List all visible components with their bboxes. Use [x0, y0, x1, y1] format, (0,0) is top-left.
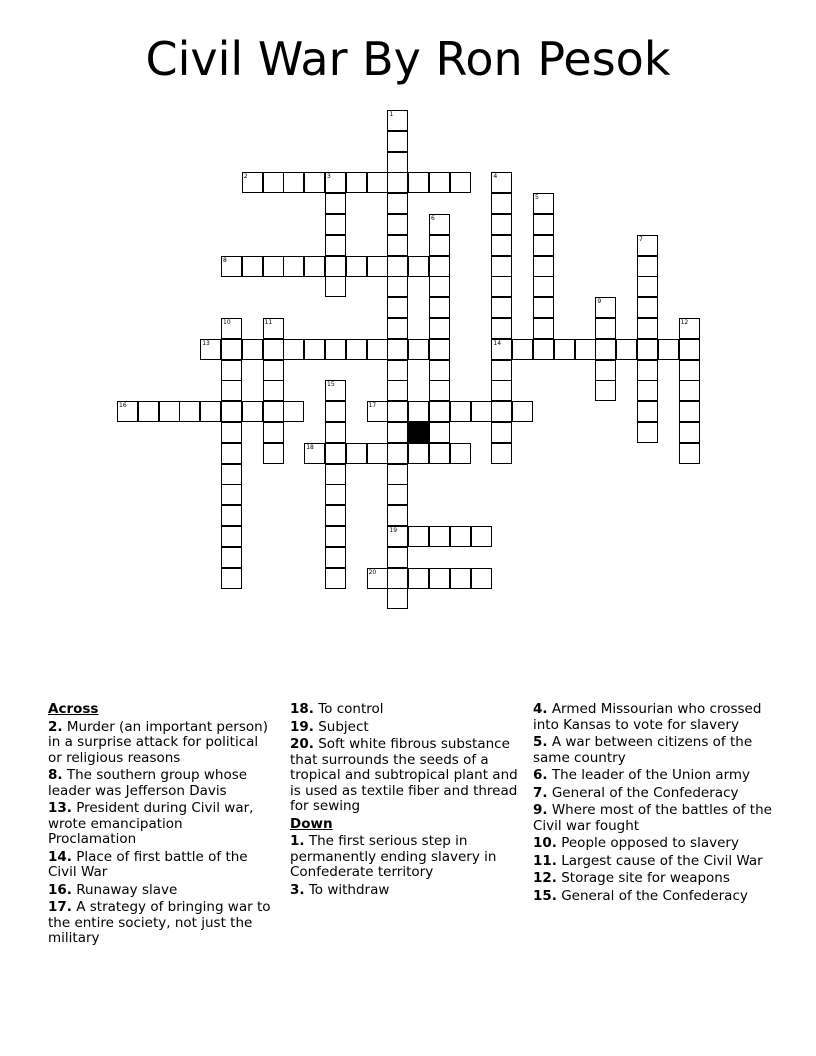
grid-cell[interactable] — [325, 172, 346, 193]
clue-item — [290, 702, 518, 718]
clue-text: Where most of the battles of the Civil war fought — [533, 802, 772, 834]
grid-cell[interactable] — [637, 235, 658, 256]
grid-cell[interactable] — [387, 172, 408, 193]
grid-cell[interactable] — [408, 443, 429, 464]
grid-cell[interactable] — [367, 568, 388, 589]
grid-cell[interactable] — [491, 193, 512, 214]
grid-cell[interactable] — [637, 401, 658, 422]
grid-cell[interactable] — [221, 547, 242, 568]
clue-text: The leader of the Union army — [547, 767, 751, 783]
grid-cell[interactable] — [221, 464, 242, 485]
grid-cell[interactable] — [367, 256, 388, 277]
clue-item — [48, 801, 273, 848]
grid-cell[interactable] — [387, 235, 408, 256]
grid-cell[interactable] — [263, 339, 284, 360]
grid-cell[interactable] — [367, 443, 388, 464]
grid-cell[interactable] — [450, 443, 471, 464]
grid-cell[interactable] — [679, 401, 700, 422]
cell-number: 5 — [535, 194, 539, 202]
grid-cell[interactable] — [387, 276, 408, 297]
grid-cell[interactable] — [221, 360, 242, 381]
grid-cell[interactable] — [263, 401, 284, 422]
grid-cell[interactable] — [221, 422, 242, 443]
cell-number: 8 — [223, 256, 227, 264]
grid-cell[interactable] — [637, 318, 658, 339]
clue-item — [48, 768, 273, 799]
clue-text: To control — [313, 701, 384, 717]
grid-cell[interactable] — [387, 568, 408, 589]
grid-cell[interactable] — [283, 339, 304, 360]
grid-cell[interactable] — [429, 360, 450, 381]
grid-cell[interactable] — [429, 568, 450, 589]
grid-cell[interactable] — [179, 401, 200, 422]
clue-text: Soft white fibrous substance that surrounds the seeds of a tropical and subtropical plant and is used as textile fiber and thread for sewing — [290, 736, 518, 814]
grid-cell[interactable] — [387, 526, 408, 547]
grid-cell[interactable] — [408, 172, 429, 193]
grid-cell[interactable] — [429, 339, 450, 360]
grid-cell[interactable] — [595, 297, 616, 318]
clue-item — [533, 786, 773, 802]
grid-cell[interactable] — [387, 256, 408, 277]
cell-number: 10 — [223, 319, 231, 326]
grid-cell[interactable] — [471, 568, 492, 589]
cell-number: 1 — [389, 111, 394, 118]
grid-cell[interactable] — [387, 422, 408, 443]
grid-cell[interactable] — [304, 443, 325, 464]
grid-cell[interactable] — [304, 339, 325, 360]
clue-text: Runaway slave — [71, 881, 178, 898]
grid-cell[interactable] — [325, 401, 346, 422]
grid-cell[interactable] — [450, 568, 471, 589]
grid-cell[interactable] — [325, 214, 346, 235]
grid-cell[interactable] — [491, 214, 512, 235]
grid-cell[interactable] — [387, 401, 408, 422]
clue-item — [533, 803, 773, 834]
cell-number: 7 — [639, 235, 643, 243]
clue-item — [290, 720, 518, 736]
clue-number: 13. — [48, 800, 72, 816]
grid-cell[interactable] — [533, 318, 554, 339]
clue-text: Storage site for weapons — [556, 870, 730, 886]
clue-item — [533, 854, 773, 870]
grid-cell[interactable] — [491, 360, 512, 381]
grid-cell[interactable] — [387, 193, 408, 214]
grid-cell[interactable] — [263, 318, 284, 339]
grid-cell[interactable] — [616, 339, 637, 360]
grid-cell[interactable] — [429, 256, 450, 277]
cell-number: 2 — [243, 173, 248, 181]
across-clue-list — [48, 720, 273, 947]
grid-cell[interactable] — [429, 401, 450, 422]
grid-cell[interactable] — [221, 401, 242, 422]
clue-item — [48, 900, 273, 947]
grid-cell[interactable] — [429, 172, 450, 193]
clue-text: Murder (an important person) in a surprise attack for political or religious reasons — [48, 718, 268, 766]
grid-cell[interactable] — [595, 360, 616, 381]
grid-cell[interactable] — [387, 484, 408, 505]
clue-item — [290, 834, 518, 881]
grid-cell[interactable] — [221, 568, 242, 589]
grid-cell[interactable] — [471, 526, 492, 547]
clue-text: People opposed to slavery — [556, 835, 739, 851]
grid-cell[interactable] — [387, 380, 408, 401]
grid-cell[interactable] — [471, 401, 492, 422]
grid-cell[interactable] — [325, 256, 346, 277]
down-clue-list — [290, 834, 518, 898]
grid-cell[interactable] — [429, 422, 450, 443]
grid-cell[interactable] — [387, 110, 408, 131]
grid-cell[interactable] — [429, 235, 450, 256]
clue-number: 1. — [290, 833, 305, 849]
grid-cell[interactable] — [367, 339, 388, 360]
grid-cell[interactable] — [491, 380, 512, 401]
grid-cell[interactable] — [491, 297, 512, 318]
grid-cell[interactable] — [242, 256, 263, 277]
grid-cell[interactable] — [679, 339, 700, 360]
clue-item — [533, 889, 773, 905]
grid-cell[interactable] — [429, 318, 450, 339]
grid-cell[interactable] — [595, 380, 616, 401]
grid-cell[interactable] — [387, 318, 408, 339]
grid-cell[interactable] — [263, 256, 284, 277]
clue-number: 20. — [290, 736, 314, 752]
grid-cell[interactable] — [263, 172, 284, 193]
black-square — [408, 422, 429, 443]
grid-cell[interactable] — [491, 443, 512, 464]
clue-item — [533, 735, 773, 766]
grid-cell[interactable] — [533, 235, 554, 256]
grid-cell[interactable] — [679, 380, 700, 401]
grid-cell[interactable] — [658, 339, 679, 360]
grid-cell[interactable] — [387, 505, 408, 526]
grid-cell[interactable] — [512, 339, 533, 360]
grid-cell[interactable] — [346, 172, 367, 193]
grid-cell[interactable] — [491, 339, 512, 360]
clue-number: 6. — [533, 767, 548, 783]
grid-cell[interactable] — [491, 318, 512, 339]
grid-cell[interactable] — [491, 256, 512, 277]
grid-cell[interactable] — [408, 526, 429, 547]
puzzle-title: Civil War By Ron Pesok — [145, 32, 671, 86]
clue-number: 9. — [533, 802, 548, 818]
clues-column-2 — [290, 702, 518, 900]
grid-cell[interactable] — [325, 380, 346, 401]
grid-cell[interactable] — [221, 380, 242, 401]
grid-cell[interactable] — [325, 526, 346, 547]
grid-cell[interactable] — [637, 256, 658, 277]
grid-cell[interactable] — [242, 401, 263, 422]
grid-cell[interactable] — [325, 193, 346, 214]
grid-cell[interactable] — [117, 401, 138, 422]
grid-cell[interactable] — [346, 256, 367, 277]
clue-text: Subject — [313, 718, 369, 735]
grid-cell[interactable] — [283, 256, 304, 277]
grid-cell[interactable] — [637, 276, 658, 297]
clue-text: To withdraw — [304, 881, 390, 898]
grid-cell[interactable] — [304, 256, 325, 277]
grid-cell[interactable] — [533, 214, 554, 235]
grid-cell[interactable] — [429, 276, 450, 297]
grid-cell[interactable] — [387, 131, 408, 152]
grid-cell[interactable] — [242, 172, 263, 193]
across-heading: Across — [48, 701, 99, 717]
clue-number: 5. — [533, 734, 548, 750]
grid-cell[interactable] — [491, 235, 512, 256]
grid-cell[interactable] — [491, 401, 512, 422]
clue-item — [533, 768, 773, 784]
grid-cell[interactable] — [367, 172, 388, 193]
down-heading: Down — [290, 815, 333, 832]
grid-cell[interactable] — [408, 339, 429, 360]
grid-cell[interactable] — [325, 505, 346, 526]
grid-cell[interactable] — [387, 152, 408, 173]
grid-cell[interactable] — [367, 401, 388, 422]
grid-cell[interactable] — [346, 339, 367, 360]
cell-number: 14 — [493, 339, 502, 347]
grid-cell[interactable] — [450, 172, 471, 193]
grid-cell[interactable] — [242, 339, 263, 360]
grid-cell[interactable] — [387, 297, 408, 318]
clue-number: 3. — [290, 881, 305, 898]
cell-number: 4 — [493, 173, 498, 181]
clue-item — [48, 883, 273, 899]
grid-cell[interactable] — [679, 422, 700, 443]
clue-number: 16. — [48, 881, 72, 898]
grid-cell[interactable] — [283, 401, 304, 422]
grid-cell[interactable] — [325, 568, 346, 589]
grid-cell[interactable] — [325, 547, 346, 568]
clue-number: 10. — [533, 835, 557, 851]
grid-cell[interactable] — [221, 339, 242, 360]
grid-cell[interactable] — [679, 318, 700, 339]
clue-text: Armed Missourian who crossed into Kansas to vote for slavery — [533, 701, 762, 733]
grid-cell[interactable] — [533, 339, 554, 360]
grid-cell[interactable] — [533, 276, 554, 297]
grid-cell[interactable] — [491, 276, 512, 297]
grid-cell[interactable] — [637, 380, 658, 401]
grid-cell[interactable] — [138, 401, 159, 422]
clue-number: 12. — [533, 870, 557, 886]
clue-text: Place of first battle of the Civil War — [48, 848, 248, 880]
grid-cell[interactable] — [221, 484, 242, 505]
clue-number: 11. — [533, 852, 557, 869]
grid-cell[interactable] — [325, 422, 346, 443]
grid-cell[interactable] — [491, 422, 512, 443]
down-clue-list-continued — [533, 702, 773, 904]
grid-cell[interactable] — [200, 339, 221, 360]
grid-cell[interactable] — [679, 443, 700, 464]
clue-item — [290, 737, 518, 815]
grid-cell[interactable] — [283, 172, 304, 193]
grid-cell[interactable] — [387, 339, 408, 360]
cell-number: 6 — [431, 215, 435, 222]
grid-cell[interactable] — [221, 526, 242, 547]
grid-cell[interactable] — [679, 360, 700, 381]
clue-number: 15. — [533, 887, 557, 904]
grid-cell[interactable] — [637, 339, 658, 360]
clue-item — [48, 720, 273, 767]
cell-number: 17 — [368, 402, 377, 410]
cell-number: 12 — [680, 319, 689, 326]
clue-item — [48, 850, 273, 881]
clue-item — [533, 871, 773, 887]
grid-cell[interactable] — [554, 339, 575, 360]
cell-number: 9 — [597, 298, 602, 306]
clue-number: 2. — [48, 718, 63, 735]
grid-cell[interactable] — [325, 339, 346, 360]
grid-cell[interactable] — [304, 172, 325, 193]
grid-cell[interactable] — [263, 443, 284, 464]
clue-text: The southern group whose leader was Jefferson Davis — [48, 767, 248, 799]
clue-text: General of the Confederacy — [556, 887, 748, 904]
clue-text: A strategy of bringing war to the entire society, not just the military — [48, 899, 271, 946]
clue-number: 19. — [290, 718, 314, 735]
grid-cell[interactable] — [221, 256, 242, 277]
clue-number: 7. — [533, 784, 548, 801]
grid-cell[interactable] — [533, 297, 554, 318]
grid-cell[interactable] — [221, 505, 242, 526]
grid-cell[interactable] — [159, 401, 180, 422]
grid-cell[interactable] — [408, 401, 429, 422]
cell-number: 16 — [119, 402, 127, 410]
grid-cell[interactable] — [512, 401, 533, 422]
grid-cell[interactable] — [637, 360, 658, 381]
grid-cell[interactable] — [325, 235, 346, 256]
clue-item — [533, 836, 773, 852]
clue-text: A war between citizens of the same country — [533, 734, 753, 766]
grid-cell[interactable] — [221, 443, 242, 464]
cell-number: 3 — [327, 173, 331, 181]
grid-cell[interactable] — [346, 443, 367, 464]
clue-item — [533, 702, 773, 733]
clue-text: General of the Confederacy — [547, 784, 739, 801]
grid-cell[interactable] — [387, 464, 408, 485]
grid-cell[interactable] — [491, 172, 512, 193]
grid-cell[interactable] — [387, 547, 408, 568]
clue-item — [290, 883, 518, 899]
clue-number: 18. — [290, 701, 314, 717]
grid-cell[interactable] — [387, 214, 408, 235]
cell-number: 19 — [389, 527, 398, 534]
grid-cell[interactable] — [325, 484, 346, 505]
grid-cell[interactable] — [325, 443, 346, 464]
grid-cell[interactable] — [408, 256, 429, 277]
grid-cell[interactable] — [637, 297, 658, 318]
grid-cell[interactable] — [533, 193, 554, 214]
cell-number: 18 — [306, 443, 314, 451]
grid-cell[interactable] — [637, 422, 658, 443]
clue-number: 4. — [533, 701, 548, 717]
grid-cell[interactable] — [325, 464, 346, 485]
grid-cell[interactable] — [387, 443, 408, 464]
grid-cell[interactable] — [450, 526, 471, 547]
grid-cell[interactable] — [533, 256, 554, 277]
clue-text: Largest cause of the Civil War — [556, 852, 763, 869]
grid-cell[interactable] — [263, 360, 284, 381]
grid-cell[interactable] — [200, 401, 221, 422]
grid-cell[interactable] — [575, 339, 596, 360]
cell-number: 11 — [264, 319, 273, 326]
grid-cell[interactable] — [387, 588, 408, 609]
grid-cell[interactable] — [429, 526, 450, 547]
grid-cell[interactable] — [595, 318, 616, 339]
grid-cell[interactable] — [595, 339, 616, 360]
cell-number: 20 — [368, 568, 377, 576]
clues-column-1 — [48, 702, 273, 949]
grid-cell[interactable] — [429, 443, 450, 464]
grid-cell[interactable] — [450, 401, 471, 422]
grid-cell[interactable] — [408, 568, 429, 589]
cell-number: 15 — [327, 381, 335, 389]
grid-cell[interactable] — [325, 276, 346, 297]
clue-number: 14. — [48, 848, 72, 865]
across-clue-list-continued — [290, 702, 518, 815]
clue-text: The first serious step in permanently ending slavery in Confederate territory — [290, 833, 497, 880]
grid-cell[interactable] — [221, 318, 242, 339]
clue-number: 17. — [48, 899, 72, 915]
clue-number: 8. — [48, 767, 63, 783]
cell-number: 13 — [202, 339, 210, 347]
clues-column-3 — [533, 702, 773, 906]
grid-cell[interactable] — [387, 360, 408, 381]
clue-text: President during Civil war, wrote emancipation Proclamation — [48, 800, 254, 847]
grid-cell[interactable] — [429, 380, 450, 401]
grid-cell[interactable] — [263, 422, 284, 443]
grid-cell[interactable] — [429, 297, 450, 318]
grid-cell[interactable] — [263, 380, 284, 401]
grid-cell[interactable] — [429, 214, 450, 235]
